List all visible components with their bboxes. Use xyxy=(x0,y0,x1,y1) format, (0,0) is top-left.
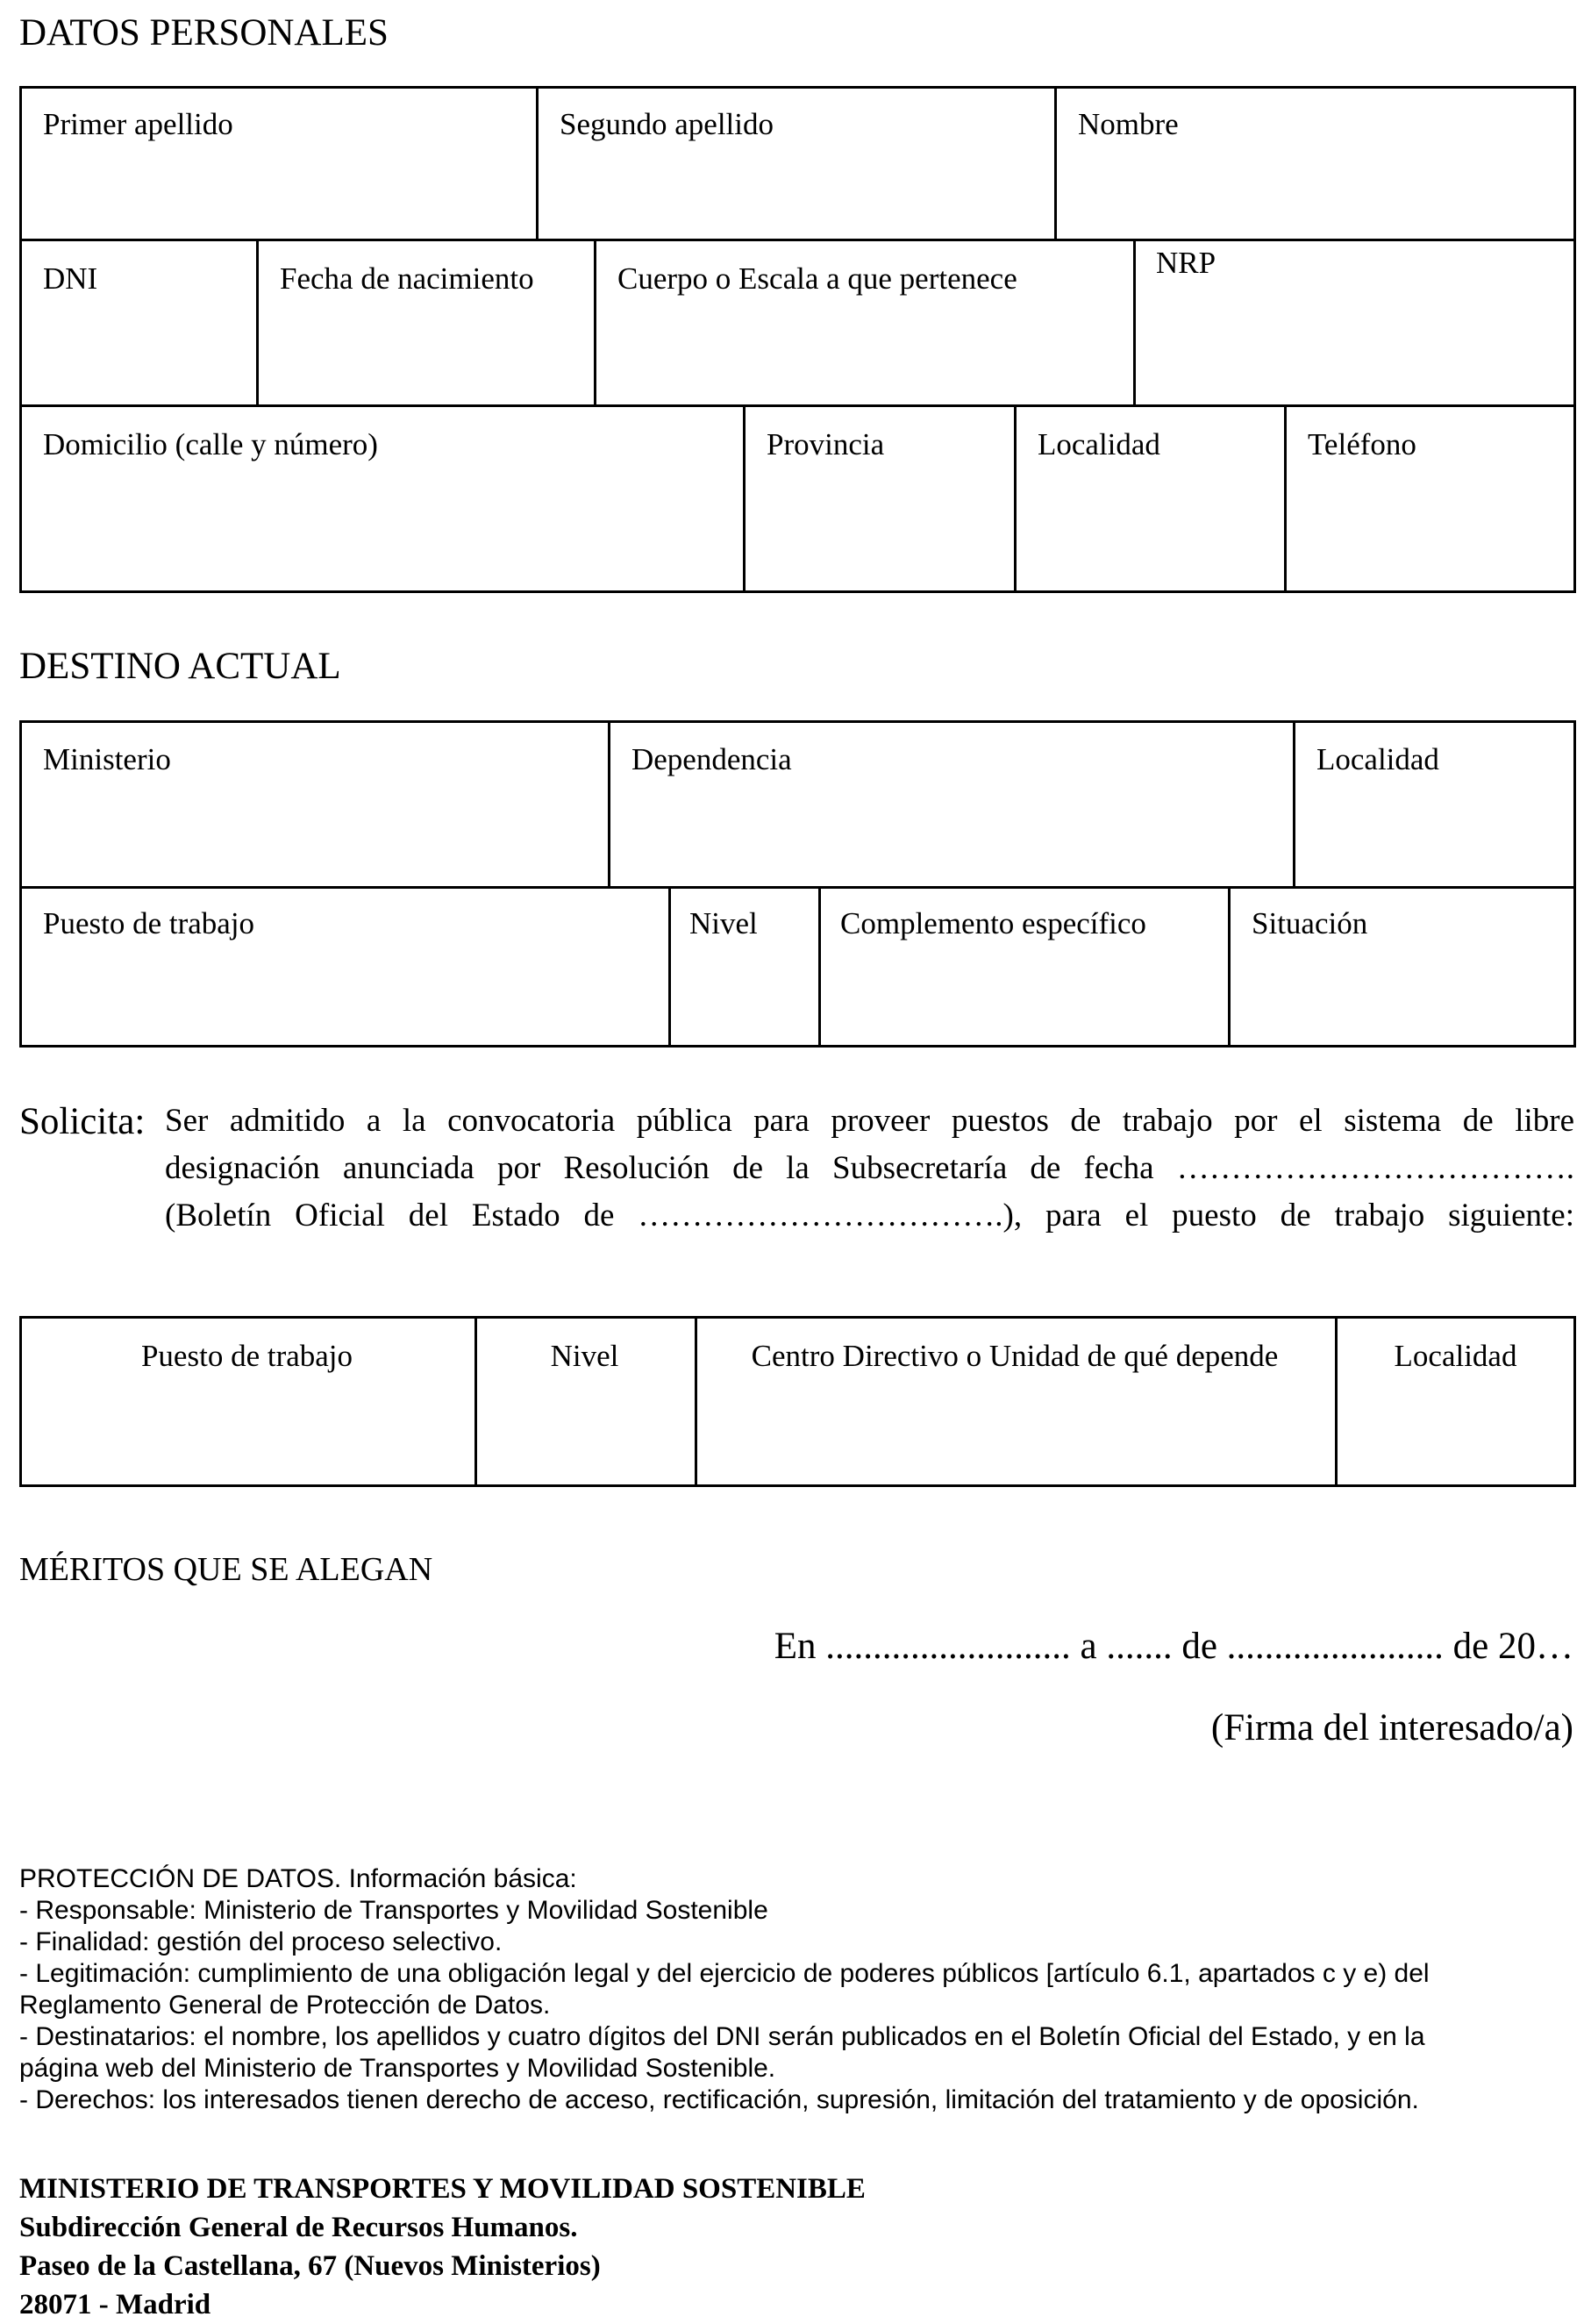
field-label: Localidad xyxy=(1316,742,1439,776)
address-line: Paseo de la Castellana, 67 (Nuevos Ministerios) xyxy=(19,2250,601,2282)
field-label: Nombre xyxy=(1078,107,1179,141)
protection-line: - Destinatarios: el nombre, los apellidos y cuatro dígitos del DNI serán publicados en el Boletín Oficial del Estado, y en la xyxy=(19,2022,1425,2051)
field-label: Complemento específico xyxy=(840,906,1146,940)
field-cuerpo-escala[interactable] xyxy=(594,239,1133,404)
solicita-line: Ser admitido a la convocatoria pública para proveer puestos de trabajo por el sistema de libre xyxy=(165,1103,1574,1139)
protection-line: - Finalidad: gestión del proceso selectivo. xyxy=(19,1927,503,1956)
protection-line: PROTECCIÓN DE DATOS. Información básica: xyxy=(19,1864,577,1893)
field-label: Segundo apellido xyxy=(560,107,774,141)
field-nrp[interactable] xyxy=(1133,239,1576,404)
field-complemento-especifico[interactable] xyxy=(818,886,1228,1045)
field-dependencia[interactable] xyxy=(608,720,1293,886)
date-place-line[interactable]: En .......................... a ....... de ....................... de 20… xyxy=(774,1626,1573,1667)
column-header: Puesto de trabajo xyxy=(140,1339,353,1373)
solicita-label: Solicita: xyxy=(19,1101,146,1142)
section-heading-datos-personales: DATOS PERSONALES xyxy=(19,12,389,54)
field-label: DNI xyxy=(43,261,98,296)
column-header: Localidad xyxy=(1394,1339,1517,1373)
field-label: Localidad xyxy=(1038,427,1160,461)
data-protection-notice xyxy=(19,1863,1580,2116)
field-nivel-actual[interactable] xyxy=(668,886,818,1045)
field-segundo-apellido[interactable] xyxy=(536,86,1054,239)
field-nivel[interactable] xyxy=(474,1316,695,1487)
field-telefono[interactable] xyxy=(1284,404,1576,593)
field-label: Provincia xyxy=(767,427,885,461)
field-label: Fecha de nacimiento xyxy=(280,261,534,296)
section-heading-destino-actual: DESTINO ACTUAL xyxy=(19,646,341,687)
field-nombre[interactable] xyxy=(1054,86,1576,239)
field-puesto-trabajo-actual[interactable] xyxy=(19,886,668,1045)
field-puesto-trabajo[interactable] xyxy=(19,1316,474,1487)
field-label: Teléfono xyxy=(1308,427,1416,461)
field-dni[interactable] xyxy=(19,239,256,404)
column-header: Centro Directivo o Unidad de qué depende xyxy=(751,1339,1279,1373)
field-label: Nivel xyxy=(689,906,758,940)
field-localidad[interactable] xyxy=(1014,404,1284,593)
address-line: 28071 - Madrid xyxy=(19,2289,211,2320)
address-line: Subdirección General de Recursos Humanos. xyxy=(19,2212,578,2243)
field-label: Domicilio (calle y número) xyxy=(43,427,378,461)
field-ministerio[interactable] xyxy=(19,720,608,886)
solicita-line: (Boletín Oficial del Estado de …………………………….), para el puesto de trabajo siguiente: xyxy=(165,1198,1574,1234)
signature-label: (Firma del interesado/a) xyxy=(1210,1707,1573,1748)
field-situacion[interactable] xyxy=(1228,886,1576,1045)
protection-line: - Legitimación: cumplimiento de una obligación legal y del ejercicio de poderes públicos [artículo 6.1, apartados c y e) del xyxy=(19,1959,1430,1988)
field-label: Primer apellido xyxy=(43,107,233,141)
address-line: MINISTERIO DE TRANSPORTES Y MOVILIDAD SOSTENIBLE xyxy=(19,2173,866,2205)
solicita-text xyxy=(165,1098,1574,1240)
field-label: Cuerpo o Escala a que pertenece xyxy=(617,261,1017,296)
field-provincia[interactable] xyxy=(743,404,1014,593)
section-heading-meritos: MÉRITOS QUE SE ALEGAN xyxy=(19,1551,433,1588)
field-label: NRP xyxy=(1156,246,1216,280)
field-centro-directivo[interactable] xyxy=(695,1316,1335,1487)
field-domicilio[interactable] xyxy=(19,404,743,593)
field-label: Situación xyxy=(1252,906,1368,940)
column-header: Nivel xyxy=(550,1339,619,1373)
field-primer-apellido[interactable] xyxy=(19,86,537,239)
ministry-address-block xyxy=(19,2170,1247,2324)
protection-line: Reglamento General de Protección de Datos. xyxy=(19,1991,551,2020)
field-localidad-destino[interactable] xyxy=(1293,720,1576,886)
protection-line: página web del Ministerio de Transportes y Movilidad Sostenible. xyxy=(19,2054,776,2083)
field-label: Ministerio xyxy=(43,742,171,776)
solicita-line: designación anunciada por Resolución de la Subsecretaría de fecha ………………………………. xyxy=(165,1150,1574,1186)
protection-line: - Responsable: Ministerio de Transportes y Movilidad Sostenible xyxy=(19,1896,768,1925)
field-localidad-solicitada[interactable] xyxy=(1335,1316,1576,1487)
field-label: Dependencia xyxy=(631,742,792,776)
field-label: Puesto de trabajo xyxy=(43,906,255,940)
field-fecha-nacimiento[interactable] xyxy=(256,239,594,404)
protection-line: - Derechos: los interesados tienen derecho de acceso, rectificación, supresión, limitación del tratamiento y de oposición. xyxy=(19,2085,1419,2114)
